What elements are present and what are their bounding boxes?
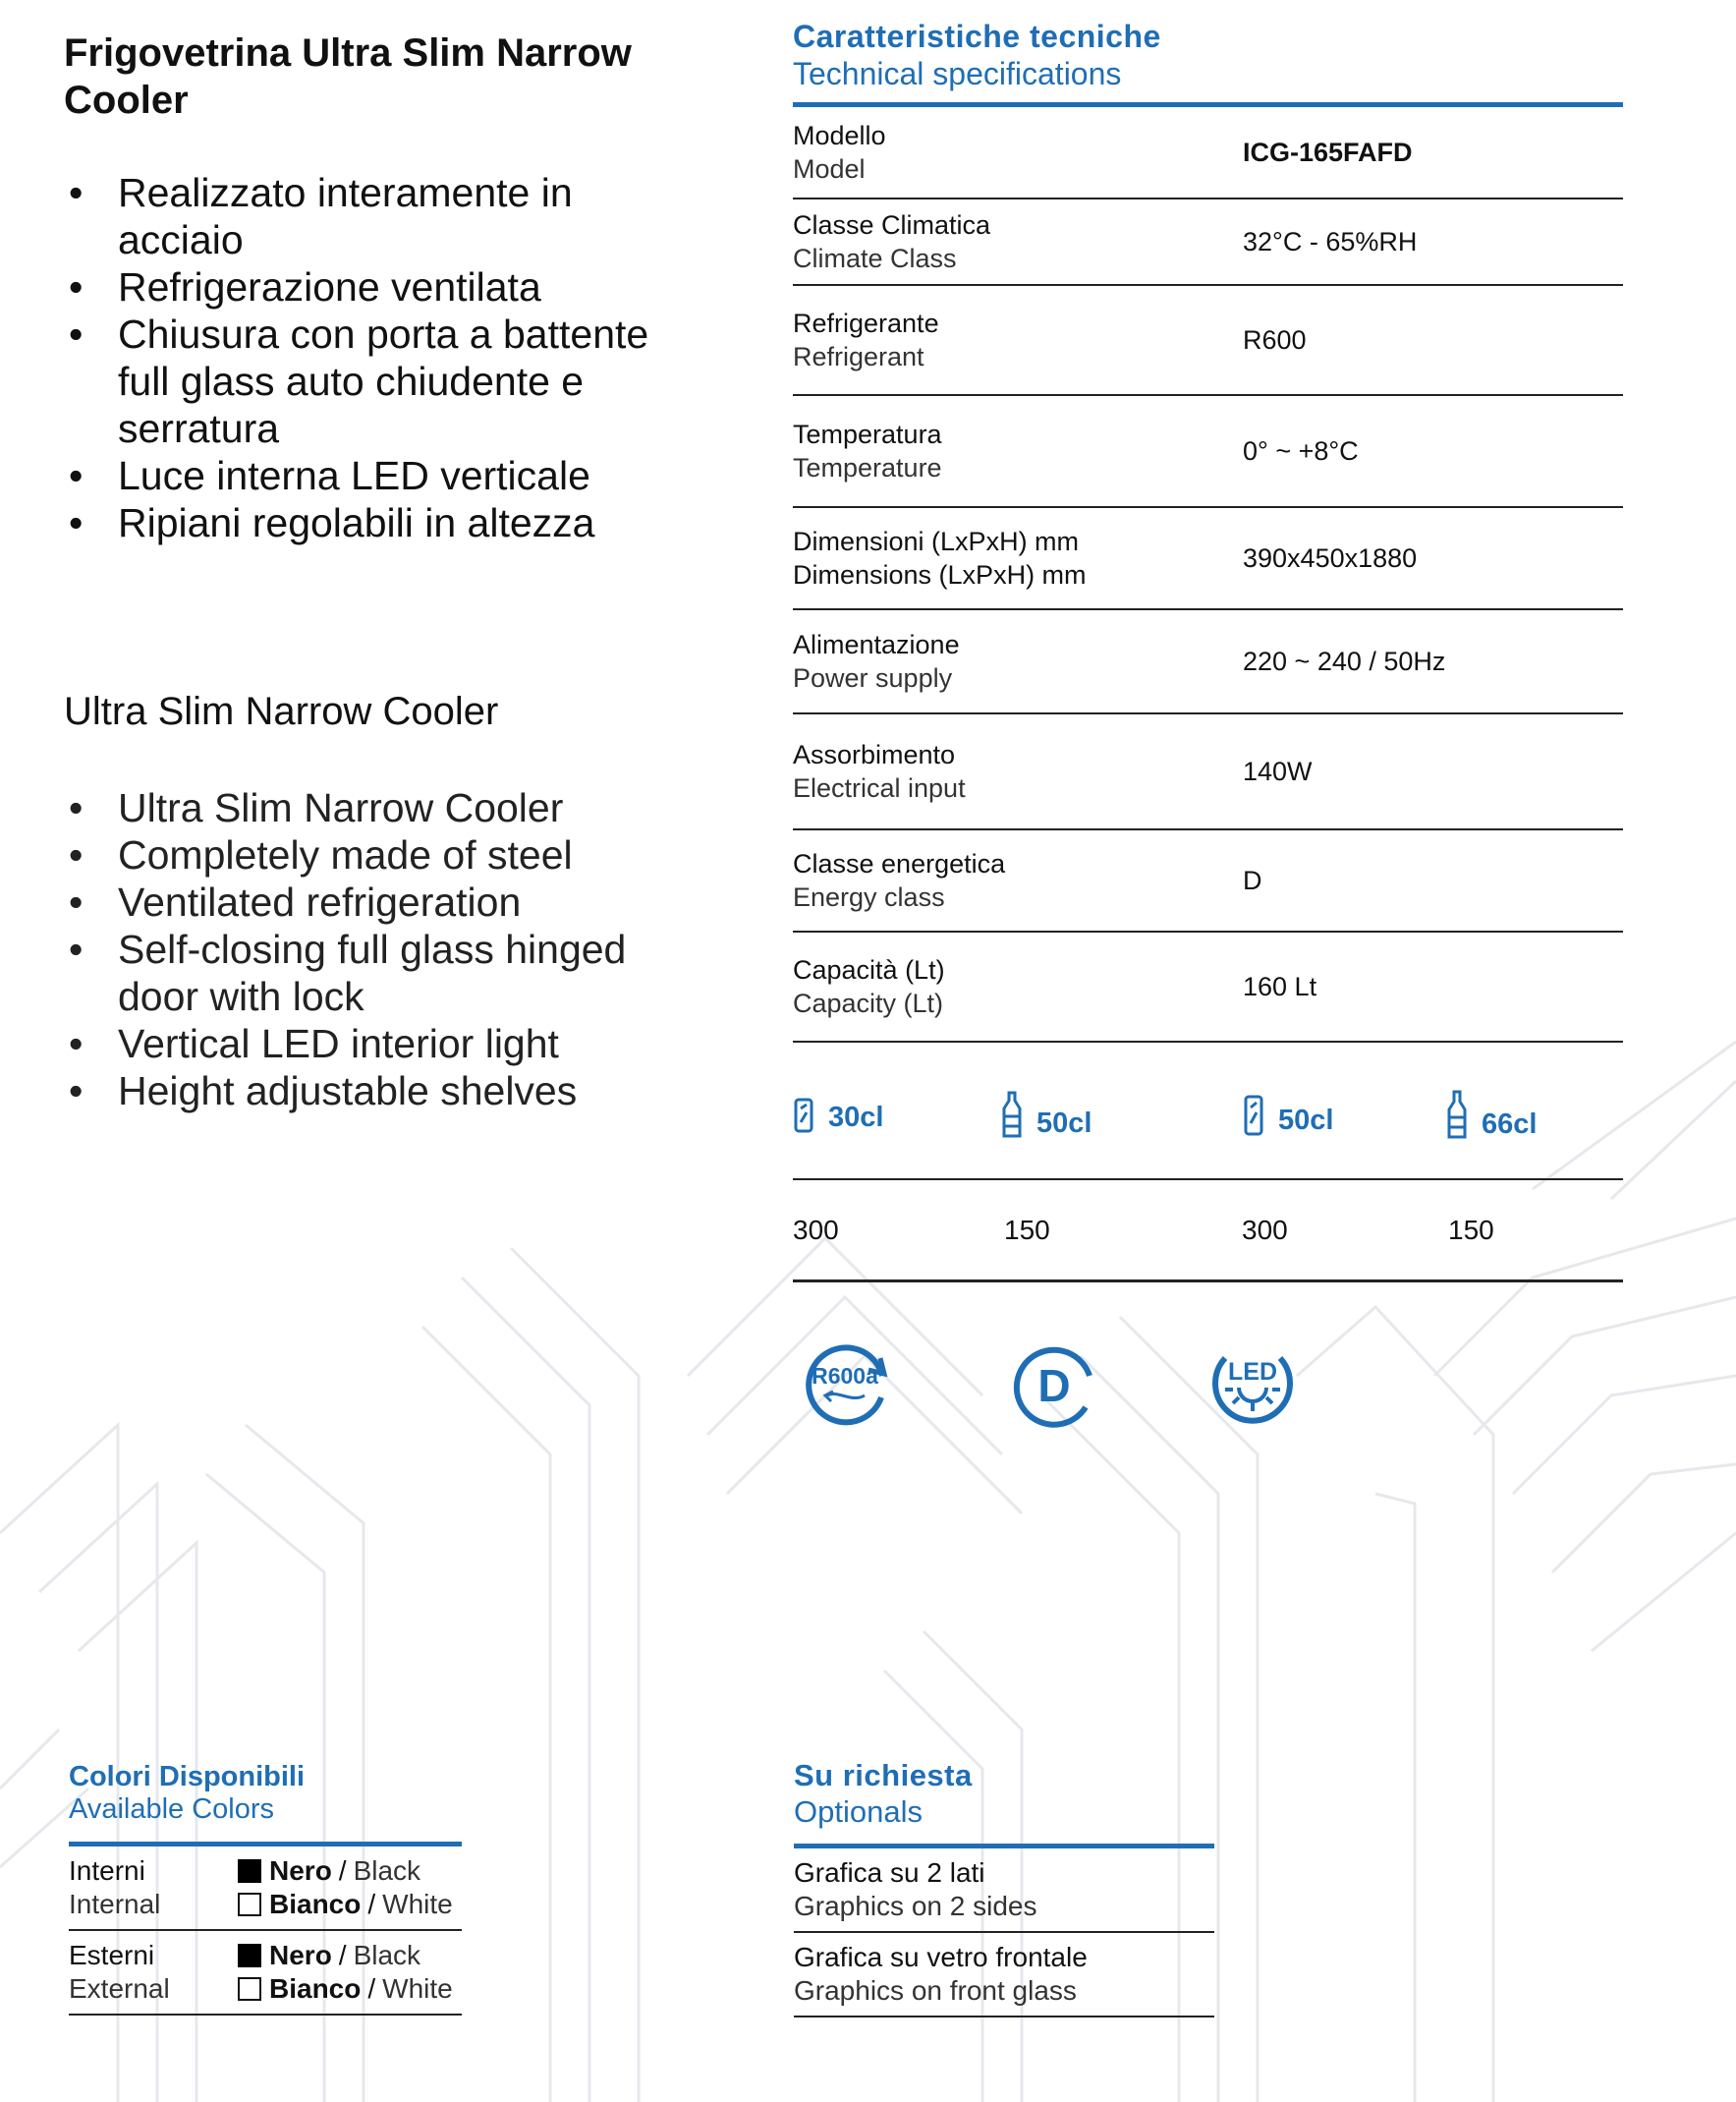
color-name-it: Nero bbox=[269, 1940, 332, 1970]
features-it-list bbox=[64, 169, 693, 546]
bottle-icon bbox=[1446, 1090, 1468, 1141]
list-item: • Chiusura con porta a battente full glass auto chiudente e serratura bbox=[64, 311, 693, 452]
can-icon bbox=[793, 1097, 814, 1134]
optional-item bbox=[794, 1848, 1214, 1933]
list-item: • Vertical LED interior light bbox=[64, 1020, 693, 1067]
color-row-external bbox=[69, 1931, 462, 2016]
color-row-internal bbox=[69, 1846, 462, 1931]
r600a-refrigerant-icon bbox=[798, 1338, 896, 1437]
spec-label-en: Model bbox=[793, 154, 866, 184]
spec-label-en: Temperature bbox=[793, 453, 942, 483]
capacity-item bbox=[793, 1097, 1001, 1134]
product-title: Frigovetrina Ultra Slim Narrow Cooler bbox=[64, 31, 632, 122]
spec-label-it: Refrigerante bbox=[793, 309, 939, 338]
spec-row-capacity bbox=[793, 933, 1623, 1043]
color-label-it: Interni bbox=[69, 1855, 145, 1886]
energy-class-icon bbox=[1007, 1338, 1105, 1437]
spec-label-it: Classe Climatica bbox=[793, 210, 991, 240]
spec-label-it: Modello bbox=[793, 121, 886, 150]
can-icon bbox=[1243, 1094, 1264, 1137]
capacity-icons-row bbox=[793, 1043, 1623, 1180]
specs-heading-it: Caratteristiche tecniche bbox=[793, 19, 1161, 54]
spec-row-model bbox=[793, 107, 1623, 199]
white-swatch bbox=[238, 1977, 261, 2001]
bottle-icon bbox=[1001, 1091, 1023, 1140]
spec-row-refrigerant bbox=[793, 286, 1623, 396]
spec-row-temperature bbox=[793, 396, 1623, 508]
list-item: • Ventilated refrigeration bbox=[64, 879, 693, 926]
spec-value: 0° ~ +8°C bbox=[1243, 435, 1359, 466]
list-item: • Self-closing full glass hinged door with lock bbox=[64, 926, 693, 1020]
capacity-item bbox=[1243, 1094, 1446, 1137]
optional-label-en: Graphics on front glass bbox=[794, 1975, 1077, 2006]
spec-label-it: Classe energetica bbox=[793, 849, 1006, 879]
optional-label-it: Grafica su 2 lati bbox=[794, 1857, 985, 1888]
colors-section bbox=[69, 1761, 462, 2016]
color-label-en: External bbox=[69, 1973, 170, 2004]
optionals-heading-it: Su richiesta bbox=[794, 1758, 973, 1792]
list-item: • Refrigerazione ventilata bbox=[64, 263, 693, 311]
feature-badges bbox=[793, 1338, 1382, 1447]
features-en-list bbox=[64, 784, 693, 1114]
color-name-it: Bianco bbox=[269, 1889, 362, 1919]
white-swatch bbox=[238, 1893, 261, 1916]
color-option-black: Nero / Black bbox=[238, 1854, 453, 1888]
capacity-count: 300 bbox=[793, 1214, 839, 1245]
spec-label-it: Alimentazione bbox=[793, 630, 960, 659]
spec-row-climate-class bbox=[793, 199, 1623, 286]
r600a-label: R600a bbox=[812, 1363, 878, 1389]
spec-row-dimensions bbox=[793, 508, 1623, 610]
color-name-en: White bbox=[382, 1889, 453, 1919]
specs-section bbox=[793, 18, 1623, 1282]
capacity-count: 300 bbox=[1242, 1214, 1288, 1245]
color-option-black: Nero / Black bbox=[238, 1939, 453, 1972]
optional-label-en: Graphics on 2 sides bbox=[794, 1891, 1037, 1921]
color-label-en: Internal bbox=[69, 1889, 161, 1919]
color-name-en: Black bbox=[353, 1940, 421, 1970]
led-label: LED bbox=[1228, 1358, 1277, 1386]
spec-label-it: Capacità (Lt) bbox=[793, 955, 945, 985]
capacity-item bbox=[1446, 1090, 1537, 1141]
spec-label-en: Electrical input bbox=[793, 773, 966, 803]
capacity-item bbox=[1001, 1091, 1243, 1140]
black-swatch bbox=[238, 1859, 261, 1883]
optionals-heading-en: Optionals bbox=[794, 1794, 923, 1829]
spec-label-en: Refrigerant bbox=[793, 342, 924, 371]
product-title-en: Ultra Slim Narrow Cooler bbox=[64, 690, 499, 733]
spec-value: D bbox=[1243, 865, 1262, 895]
black-swatch bbox=[238, 1944, 261, 1967]
optionals-heading bbox=[794, 1757, 1214, 1830]
spec-label-en: Climate Class bbox=[793, 244, 957, 273]
spec-label-en: Energy class bbox=[793, 882, 945, 912]
spec-value: 160 Lt bbox=[1243, 971, 1317, 1001]
color-name-it: Nero bbox=[269, 1855, 332, 1886]
spec-label-en: Dimensions (LxPxH) mm bbox=[793, 560, 1087, 590]
capacity-values-row bbox=[793, 1180, 1623, 1282]
optionals-section bbox=[794, 1757, 1214, 2017]
spec-value: 390x450x1880 bbox=[1243, 542, 1418, 573]
colors-heading-it: Colori Disponibili bbox=[69, 1761, 306, 1792]
spec-value: R600 bbox=[1243, 324, 1307, 355]
list-item: • Realizzato interamente in acciaio bbox=[64, 169, 693, 263]
capacity-count: 150 bbox=[1004, 1214, 1050, 1245]
color-label-it: Esterni bbox=[69, 1940, 155, 1970]
list-item: • Ultra Slim Narrow Cooler bbox=[64, 784, 693, 831]
specs-heading bbox=[793, 18, 1623, 92]
list-item: • Ripiani regolabili in altezza bbox=[64, 499, 693, 546]
color-name-en: Black bbox=[353, 1855, 421, 1886]
spec-label-en: Power supply bbox=[793, 663, 953, 693]
capacity-size: 66cl bbox=[1482, 1108, 1538, 1140]
optional-item bbox=[794, 1933, 1214, 2017]
spec-row-power-supply bbox=[793, 610, 1623, 714]
led-light-icon bbox=[1204, 1338, 1302, 1437]
color-name-it: Bianco bbox=[269, 1973, 362, 2004]
spec-value: 140W bbox=[1243, 756, 1313, 786]
capacity-size: 30cl bbox=[828, 1102, 884, 1133]
colors-heading bbox=[69, 1761, 462, 1826]
spec-label-it: Temperatura bbox=[793, 420, 942, 449]
spec-value: ICG-165FAFD bbox=[1243, 137, 1413, 167]
color-option-white: Bianco / White bbox=[238, 1972, 453, 2006]
spec-value: 220 ~ 240 / 50Hz bbox=[1243, 646, 1446, 676]
spec-row-energy-class bbox=[793, 830, 1623, 933]
optional-label-it: Grafica su vetro frontale bbox=[794, 1942, 1088, 1972]
colors-heading-en: Available Colors bbox=[69, 1793, 275, 1825]
spec-label-en: Capacity (Lt) bbox=[793, 989, 944, 1018]
spec-label-it: Dimensioni (LxPxH) mm bbox=[793, 527, 1080, 556]
spec-label-it: Assorbimento bbox=[793, 740, 956, 769]
spec-value: 32°C - 65%RH bbox=[1243, 226, 1418, 256]
list-item: • Height adjustable shelves bbox=[64, 1067, 693, 1114]
energy-class-label: D bbox=[1037, 1360, 1071, 1411]
specs-heading-en: Technical specifications bbox=[793, 56, 1122, 91]
color-name-en: White bbox=[382, 1973, 453, 2004]
list-item: • Completely made of steel bbox=[64, 831, 693, 879]
capacity-size: 50cl bbox=[1036, 1108, 1092, 1139]
list-item: • Luce interna LED verticale bbox=[64, 452, 693, 499]
capacity-size: 50cl bbox=[1278, 1105, 1334, 1136]
color-option-white: Bianco / White bbox=[238, 1888, 453, 1921]
spec-row-electrical-input bbox=[793, 714, 1623, 830]
capacity-count: 150 bbox=[1448, 1214, 1494, 1245]
